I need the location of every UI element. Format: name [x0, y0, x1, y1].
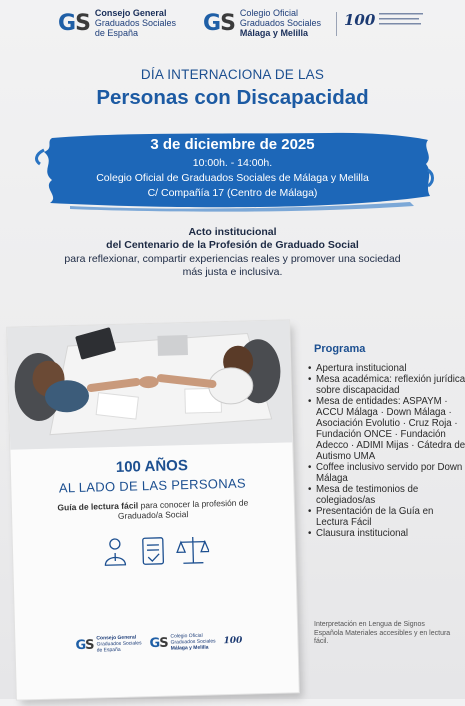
logo-colegio-text: Colegio Oficial Graduados Sociales Málaga y Melilla: [239, 8, 321, 38]
act-heading: Acto institucional: [188, 226, 277, 238]
book-subtitle: AL LADO DE LAS PERSONAS: [58, 475, 247, 496]
book-logo-consejo: GS Consejo General Graduados Sociales de España: [75, 634, 142, 654]
gs-logo-icon: GS: [149, 635, 168, 651]
book-guide-text: Guía de lectura fácil para conocer la profesión de Graduado/a Social: [57, 497, 249, 521]
book-logo-colegio: GS Colegio Oficial Graduados Sociales Málaga y Melilla: [149, 632, 216, 652]
logo-colegio-malaga: [203, 8, 321, 38]
logo-consejo-text: Consejo General Graduados Sociales de España: [94, 8, 176, 38]
program-heading: Programa: [314, 343, 366, 355]
gs-logo-icon: GS: [58, 10, 90, 36]
program-item: • Apertura institucional: [316, 363, 465, 374]
act-subheading: del Centenario de la Profesión de Graduado Social: [106, 239, 359, 251]
gs-logo-icon: GS: [75, 637, 94, 653]
event-time: 10:00h. - 14:00h.: [192, 157, 273, 169]
program-item: • Clausura institucional: [316, 528, 465, 539]
program-item: • Presentación de la Guía en Lectura Fácil: [316, 506, 465, 528]
document-check-icon: [143, 538, 164, 565]
meeting-photo-illustration: [7, 320, 292, 449]
page-kicker: DÍA INTERNACIONA DE LAS: [140, 67, 325, 82]
program-item: • Mesa de testimonios de colegiados/as: [316, 484, 465, 506]
centenario-mark-icon: 100: [344, 11, 376, 29]
guide-book-cover: [7, 320, 299, 699]
interpretation-note: Interpretación en Lengua de Signos Española Materiales accesibles y en lectura fácil.: [314, 621, 451, 645]
book-icons-row: [101, 533, 210, 570]
centenario-lines-icon: [379, 10, 425, 30]
event-venue: Colegio Oficial de Graduados Sociales de Málaga y Melilla: [96, 172, 369, 184]
book-title: 100 AÑOS: [115, 457, 189, 476]
cover-photo: [7, 320, 292, 449]
logo-divider: [336, 12, 337, 36]
event-date: 3 de diciembre de 2025: [150, 136, 315, 153]
scales-icon: [177, 537, 210, 564]
centenario-logo: [344, 10, 425, 30]
act-description: para reflexionar, compartir experiencias reales y promover una sociedad más justa e inclusiva.: [64, 253, 401, 278]
program-item: • Coffee inclusivo servido por Down Málaga: [316, 462, 465, 484]
gs-logo-icon: GS: [203, 10, 235, 36]
event-address: C/ Compañía 17 (Centro de Málaga): [147, 187, 318, 199]
program-item: • Mesa de entidades: ASPAYM · ACCU Málaga · Down Málaga · Asociación Evolutio · Cruz Roja · Fundación ONCE · Fundación Adecco · ADIMI Mijas · Cátedra de Autismo UMA: [316, 396, 465, 462]
page-title: Personas con Discapacidad: [96, 86, 369, 109]
book-footer-logos: [75, 632, 242, 654]
book-centenario-mark-icon: 100: [223, 635, 243, 647]
program-item: • Mesa académica: reflexión jurídica sobre discapacidad: [316, 374, 465, 396]
worker-icon: [105, 539, 126, 566]
logo-consejo-general: [58, 8, 176, 38]
program-list: [306, 363, 465, 539]
